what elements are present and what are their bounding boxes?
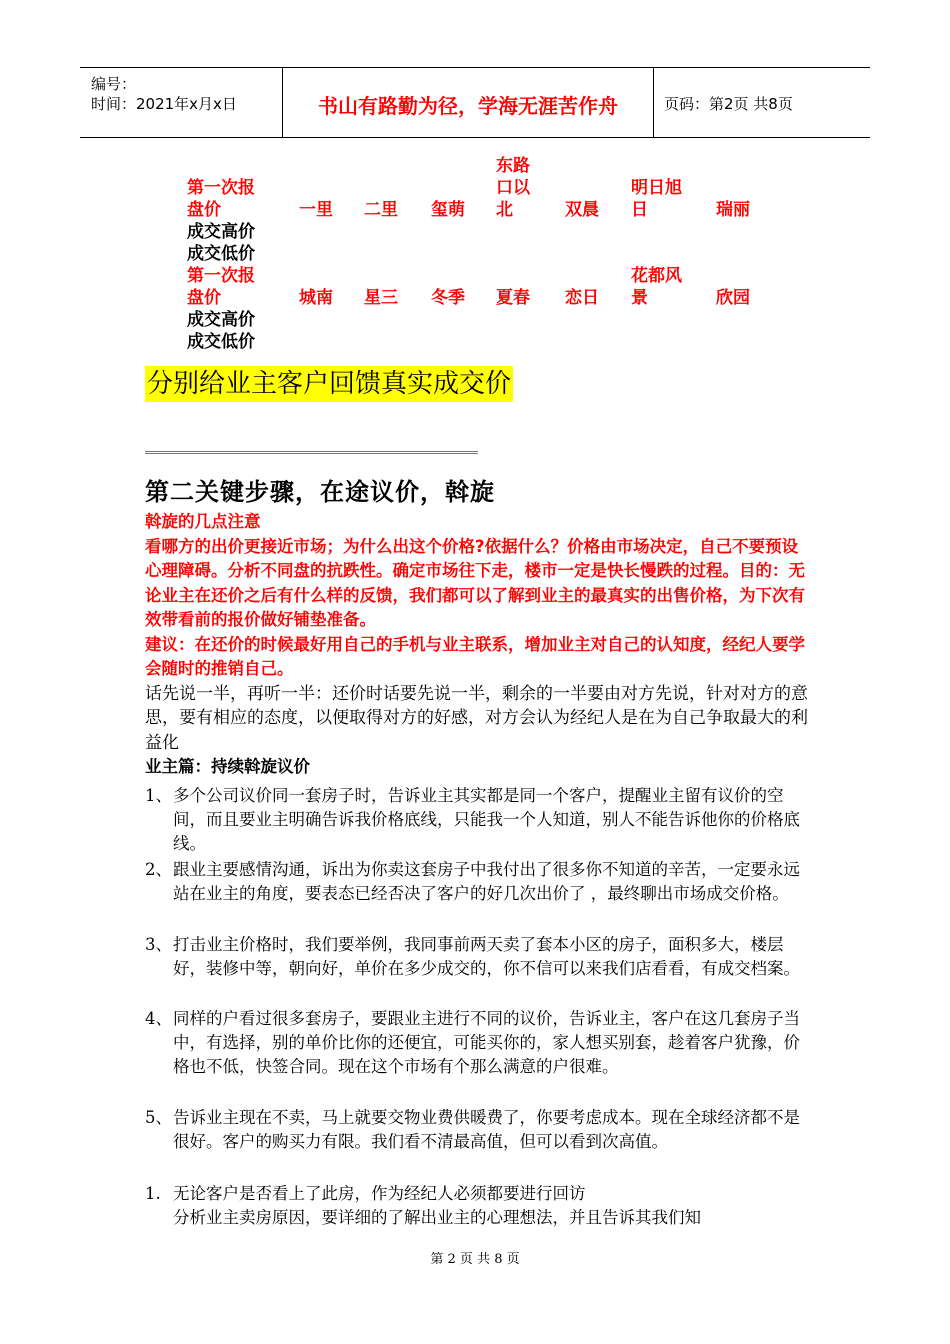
notes-title: 斡旋的几点注意 [145,512,261,531]
notes-paragraph-1: 看哪方的出价更接近市场；为什么出这个价格?依据什么？价格由市场决定，自己不要预设心理障碍。分析不同盘的抗跌性。确定市场往下走，楼市一定是快长慢跌的过程。目的：无论业主在还价之后有什么样的反馈，我们都可以了解到业主的最真实的出售价格，为下次有效带看前的报价做好铺垫准备。 [145,536,805,629]
section-divider [145,451,478,454]
owner-item-1-number: 1、 [145,786,172,805]
row2-high: 成交高价 [187,310,255,330]
time-label: 时间：2021年x月x日 [91,95,237,113]
header-page-info: 页码：第2页 共8页 [664,95,793,113]
header-divider-right [653,68,654,137]
page-footer: 第 2 页 共 8 页 [430,1252,520,1267]
owner-item-1 [145,784,810,856]
row1-col-6 [631,177,682,221]
row1-label-line1: 第一次报 [187,178,255,198]
owner-item-5 [145,1106,810,1154]
page-header [80,67,870,138]
header-motto: 书山有路勤为径，学海无涯苦作舟 [318,94,618,118]
owner-item-3-text: 打击业主价格时，我们要举例，我同事前两天卖了套本小区的房子，面积多大，楼层好，装修中等，朝向好，单价在多少成交的，你不信可以来我们店看看，有成交档案。 [173,935,800,978]
owner-item-3 [145,933,810,981]
number-label: 编号： [91,75,137,93]
row1-col-1: 一里 [299,200,333,220]
row2-col-6 [631,265,682,309]
row1-col-5: 双晨 [565,200,599,220]
half-talk-paragraph: 话先说一半，再听一半：还价时话要先说一半，剩余的一半要由对方先说，针对对方的意思，要有相应的态度，以便取得对方的好感，对方会认为经纪人是在为自己争取最大的利益化 [145,683,808,753]
notes-paragraph-2: 建议：在还价的时候最好用自己的手机与业主联系，增加业主对自己的认知度，经纪人要学会随时的推销自己。 [145,634,805,678]
row1-col-4-line3: 北 [496,200,513,220]
section-title: 第二关键步骤，在途议价，斡旋 [145,478,495,506]
row2-label-line2: 盘价 [187,288,221,308]
owner-item-2-text: 跟业主要感情沟通，诉出为你卖这套房子中我付出了很多你不知道的辛苦，一定要永远站在业主的角度，要表态已经否决了客户的好几次出价了 ，最终聊出市场成交价格。 [173,860,800,903]
owner-item-4-number: 4、 [145,1009,172,1028]
row1-col-4-line1: 东路 [496,156,530,176]
followup-item-text: 无论客户是否看上了此房，作为经纪人必须都要进行回访 [173,1184,586,1203]
notes-block [145,510,810,780]
row2-col-1: 城南 [299,288,333,308]
row1-col-4-line2: 口以 [496,178,530,198]
row2-col-5: 恋日 [565,288,599,308]
row1-col-4 [496,155,530,221]
followup-item-number: 1. [145,1184,161,1203]
row2-col-7: 欣园 [716,288,750,308]
row2-low: 成交低价 [187,332,255,352]
header-meta [91,74,237,114]
last-line-text: 分析业主卖房原因，要详细的了解出业主的心理想法，并且告诉其我们知 [173,1208,701,1227]
owner-item-1-text: 多个公司议价同一套房子时，告诉业主其实都是同一个客户，提醒业主留有议价的空间，而且要业主明确告诉我价格底线，只能我一个人知道，别人不能告诉他你的价格底线。 [173,786,800,853]
row1-col-3: 玺萌 [431,200,465,220]
owner-section-title: 业主篇：持续斡旋议价 [145,757,310,776]
row2-col-4: 夏春 [496,288,530,308]
row1-high: 成交高价 [187,222,255,242]
row1-col-2: 二里 [364,200,398,220]
row2-col-6-line1: 花都风 [631,266,682,286]
owner-item-3-number: 3、 [145,935,172,954]
row1-col-6-line2: 日 [631,200,648,220]
row1-col-7: 瑞丽 [716,200,750,220]
row2-col-3: 冬季 [431,288,465,308]
row1-col-6-line1: 明日旭 [631,178,682,198]
owner-item-4 [145,1007,810,1079]
row2-col-6-line2: 景 [631,288,648,308]
row2-col-2: 星三 [364,288,398,308]
owner-item-2 [145,858,810,906]
owner-item-4-text: 同样的户看过很多套房子，要跟业主进行不同的议价，告诉业主，客户在这几套房子当中，有选择，别的单价比你的还便宜，可能买你的，家人想买别套，趁着客户犹豫，价格也不低，快签合同。现在这个市场有个那么满意的户很难。 [173,1009,800,1076]
owner-item-5-text: 告诉业主现在不卖，马上就要交物业费供暖费了，你要考虑成本。现在全球经济都不是很好。客户的购买力有限。我们看不清最高值，但可以看到次高值。 [173,1108,800,1151]
row2-label [187,265,255,309]
row1-label-line2: 盘价 [187,200,221,220]
row1-label [187,177,255,221]
owner-item-2-number: 2、 [145,860,172,879]
owner-item-5-number: 5、 [145,1108,172,1127]
highlighted-statement: 分别给业主客户回馈真实成交价 [145,366,513,402]
followup-item [145,1182,810,1230]
row1-low: 成交低价 [187,244,255,264]
row2-label-line1: 第一次报 [187,266,255,286]
